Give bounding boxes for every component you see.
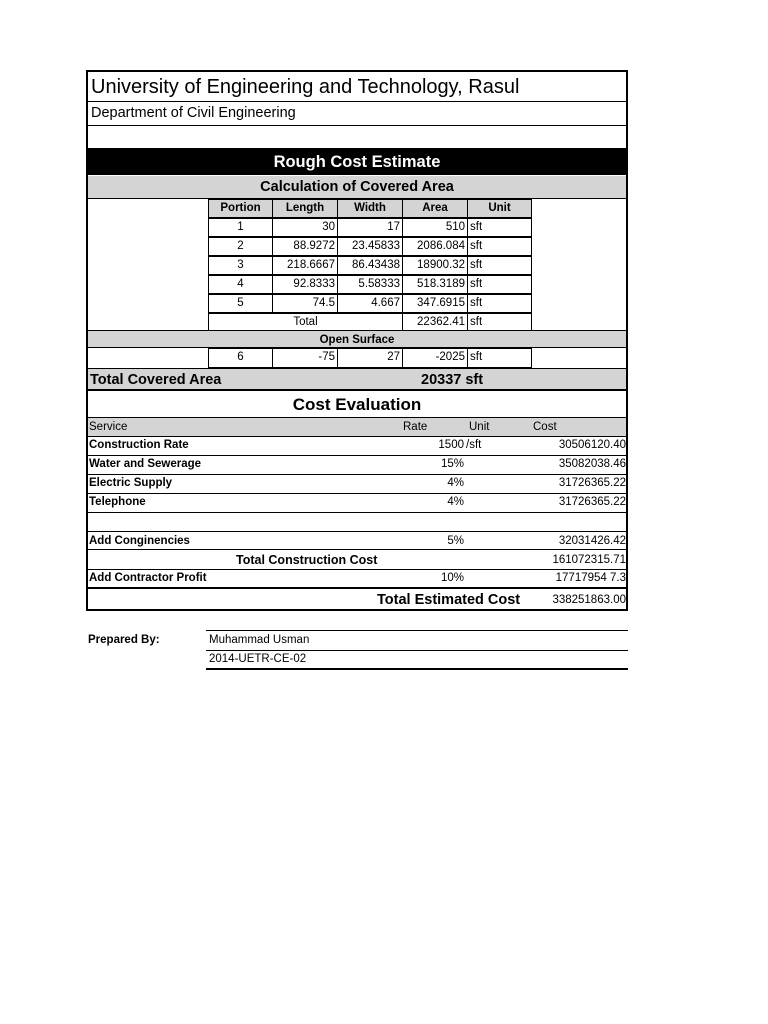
cost-value: 31726365.22 [558,496,626,508]
area-total-label: Total [208,313,403,332]
cost-value: 31726365.22 [558,477,626,489]
preparer-id: 2014-UETR-CE-02 [209,653,307,665]
area-cell-portion: 4 [208,275,273,294]
open-cell-unit: sft [467,348,532,368]
cost-row [88,437,626,456]
cost-value: 30506120.40 [558,439,626,451]
cost-rate: 15% [440,458,464,470]
area-cell-width: 4.667 [337,294,403,313]
contingency-row [88,531,626,550]
col-service: Service [89,421,128,433]
area-cell-length: 92.8333 [272,275,338,294]
cost-service: Electric Supply [89,477,173,489]
contractor-profit-cost: 17717954 7.3 [555,572,626,584]
total-covered-area-row [88,368,626,391]
contractor-profit-row [88,570,626,589]
area-cell-unit: sft [467,218,532,237]
area-cell-area: 18900.32 [402,256,468,275]
area-col-header-area: Area [402,199,468,218]
area-cell-width: 17 [337,218,403,237]
col-cost: Cost [533,421,557,433]
area-cell-portion: 3 [208,256,273,275]
cost-rate: 1500 [438,439,464,451]
total-construction-row [88,550,626,570]
department-title: Department of Civil Engineering [91,105,296,121]
cost-value: 35082038.46 [558,458,626,470]
area-col-header-width: Width [337,199,403,218]
total-estimated-label: Total Estimated Cost [377,592,521,608]
contingency-cost: 32031426.42 [558,535,626,547]
total-estimated-value: 338251863.00 [552,594,626,606]
open-cell-portion: 6 [208,348,273,368]
cost-row [88,513,626,532]
open-cell-width: 27 [337,348,403,368]
total-covered-area-value: 20337 sft [421,372,484,388]
area-cell-unit: sft [467,256,532,275]
area-cell-length: 218.6667 [272,256,338,275]
area-cell-portion: 5 [208,294,273,313]
area-cell-area: 347.6915 [402,294,468,313]
total-covered-area-label: Total Covered Area [90,372,222,388]
col-rate: Rate [403,421,428,433]
total-construction-label: Total Construction Cost [236,553,378,567]
area-cell-length: 74.5 [272,294,338,313]
area-cell-length: 30 [272,218,338,237]
estimate-sheet [86,70,628,611]
area-col-header-length: Length [272,199,338,218]
area-total-unit: sft [467,313,532,332]
cost-rate: 4% [447,477,464,489]
open-surface-title: Open Surface [88,330,626,348]
open-cell-length: -75 [272,348,338,368]
area-cell-length: 88.9272 [272,237,338,256]
area-cell-area: 2086.084 [402,237,468,256]
area-total-value: 22362.41 [402,313,468,332]
contractor-profit-rate: 10% [440,572,464,584]
area-cell-area: 518.3189 [402,275,468,294]
cost-row [88,494,626,513]
area-cell-unit: sft [467,237,532,256]
area-col-header-unit: Unit [467,199,532,218]
area-col-header-portion: Portion [208,199,273,218]
cost-header-row [88,417,626,437]
cost-unit: /sft [466,439,482,451]
rough-cost-estimate-title: Rough Cost Estimate [88,149,626,175]
total-estimated-row [88,589,626,611]
preparer-name: Muhammad Usman [209,634,310,646]
open-cell-area: -2025 [402,348,468,368]
cost-service: Construction Rate [89,439,189,451]
area-cell-width: 23.45833 [337,237,403,256]
area-cell-portion: 1 [208,218,273,237]
area-cell-portion: 2 [208,237,273,256]
area-cell-width: 5.58333 [337,275,403,294]
area-cell-width: 86.43438 [337,256,403,275]
cost-row [88,456,626,475]
cost-service: Water and Sewerage [89,458,202,470]
cost-rate: 4% [447,496,464,508]
col-unit: Unit [469,421,490,433]
total-construction-value: 161072315.71 [552,554,626,566]
area-cell-unit: sft [467,275,532,294]
prepared-by-label: Prepared By: [88,634,160,646]
cost-service: Telephone [89,496,146,508]
contingency-label: Add Conginencies [89,535,190,547]
contingency-rate: 5% [447,535,464,547]
cost-row [88,475,626,494]
covered-area-section-title: Calculation of Covered Area [88,176,626,199]
cost-evaluation-title: Cost Evaluation [292,395,422,414]
area-cell-area: 510 [402,218,468,237]
contractor-profit-label: Add Contractor Profit [89,572,207,584]
university-title: University of Engineering and Technology, Rasul [91,76,520,98]
area-cell-unit: sft [467,294,532,313]
